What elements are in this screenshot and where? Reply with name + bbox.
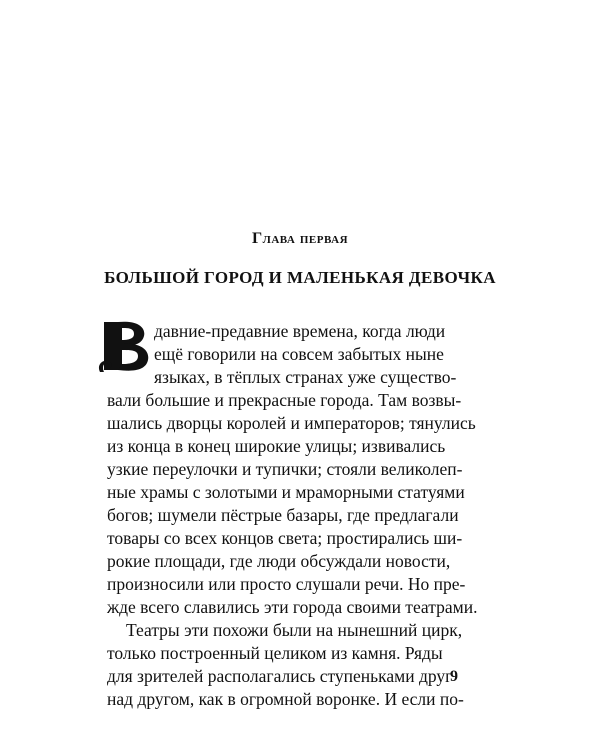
text-line: рокие площади, где люди обсуждали новости,: [107, 551, 451, 571]
text-line: жде всего славились эти города своими театрами.: [107, 597, 478, 617]
text-line: товары со всех концов света; простирались ши-: [107, 528, 463, 548]
text-line: шались дворцы королей и императоров; тянулись: [107, 413, 476, 433]
text-line: ещё говорили на совсем забытых ныне: [154, 344, 444, 364]
text-line: богов; шумели пёстрые базары, где предлагали: [107, 505, 459, 525]
text-line: давние-предавние времена, когда люди: [154, 321, 446, 341]
text-line: из конца в конец широкие улицы; извивались: [107, 436, 446, 456]
chapter-title: БОЛЬШОЙ ГОРОД И МАЛЕНЬКАЯ ДЕВОЧКА: [104, 268, 496, 287]
dropcap-letter-v: [98, 318, 152, 374]
text-line: для зрителей располагались ступеньками друг: [107, 666, 453, 686]
page-number: 9: [450, 668, 458, 685]
text-line: языках, в тёплых странах уже существо-: [154, 367, 457, 387]
text-line: узкие переулочки и тупички; стояли великолеп-: [107, 459, 463, 479]
text-line: произносили или просто слушали речи. Но пре-: [107, 574, 466, 594]
text-line: вали большие и прекрасные города. Там возвы-: [107, 390, 462, 410]
chapter-label: Глава первая: [251, 230, 349, 247]
text-line: Театры эти похожи были на нынешний цирк,: [126, 620, 463, 640]
text-line: только построенный целиком из камня. Ряды: [107, 643, 443, 663]
text-line: над другом, как в огромной воронке. И если по-: [107, 689, 464, 709]
text-line: ные храмы с золотыми и мраморными статуями: [107, 482, 465, 502]
